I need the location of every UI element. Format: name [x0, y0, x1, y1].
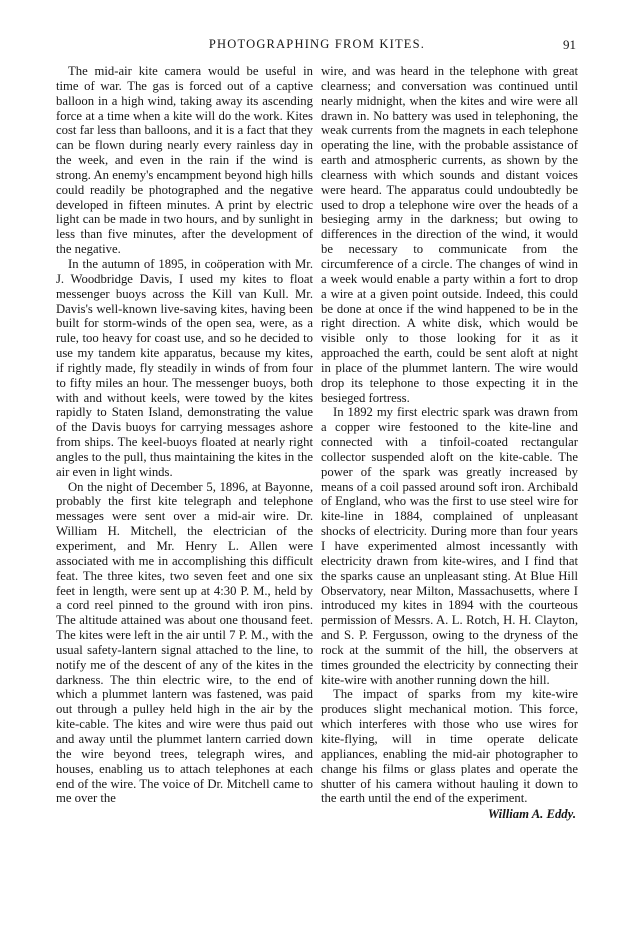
paragraph-spark-impact: The impact of sparks from my kite-wire produces slight mechanical motion. This force, which interferes with those who use wires for kite-flying, will in time operate delicate appliances, enabling the mid-air photographer to change his films or glass plates and operate the shutter of his camera without hauling it down to the earth until the end of the experiment. [321, 687, 578, 806]
paragraph-continuation: wire, and was heard in the telephone with great clearness; and conversation was continued until nearly midnight, when the kites and wire were all drawn in. No battery was used in telephoning, the weak currents from the magnets in each telephone operating the line, with the probable assistance of earth and atmospheric currents, as shown by the clearness with which sounds and distant voices were heard. The apparatus could undoubtedly be used to drop a telephone wire over the heads of a besieging army in the darkness; but owing to differences in the direction of the wind, it would be necessary to communicate from the circumference of a circle. The changes of wind in a week would enable a party within a fort to drop a wire at a given point outside. Indeed, this could be done at once if the wind happened to be in the right direction. A white disk, which would be visible only to those looking for it as it approached the earth, could be sent aloft at night in place of the plummet lantern. The wire would drop its telephone to those expecting it in the besieged fortress. [321, 64, 578, 405]
page-number: 91 [563, 37, 576, 52]
paragraph-electric-spark: In 1892 my first electric spark was drawn from a copper wire festooned to the kite-line and connected with a tinfoil-coated rectangular collector suspended aloft on the kite-cable. The power of the spark was greatly increased by means of a coil passed around soft iron. Archibald of England, who was the first to use steel wire for kite-line in 1884, complained of unpleasant shocks of electricity. During more than four years I have experimented almost incessantly with electricity drawn from kite-wires, and I find that the sparks cause an unpleasant sting. At Blue Hill Observatory, near Milton, Massachusetts, where I introduced my kites in 1894 with the courteous permission of Messrs. A. L. Rotch, H. H. Clayton, and S. P. Fergusson, owing to the dryness of the rock at the summit of the hill, the observers at times grounded the electricity by connecting their kite-wire with another running down the hill. [321, 405, 578, 687]
paragraph-kite-camera-war: The mid-air kite camera would be useful in time of war. The gas is forced out of a captive balloon in a high wind, taking away its ascending force at a time when a kite will do the work. Kites cost far less than balloons, and it is a fact that they can be flown during nearly every rainless day in the week, and even in the rain if the wind is strong. An enemy's encampment beyond high hills could readily be photographed and the negative developed in fifteen minutes. A print by electric light can be made in two hours, and by sunlight in less than five minutes, after the development of the negative. [56, 64, 313, 257]
left-column [56, 64, 313, 806]
page-header [56, 37, 578, 55]
paragraph-kite-telephone: On the night of December 5, 1896, at Bayonne, probably the first kite telegraph and telephone messages were sent over a mid-air wire. Dr. William H. Mitchell, the electrician of the experiment, and Mr. Henry L. Allen were associated with me in accomplishing this difficult feat. The three kites, two seven feet and one six feet in length, were sent up at 4:30 P. M., held by a cord reel pinned to the ground with iron pins. The altitude attained was about one thousand feet. The kites were left in the air until 7 P. M., with the usual safety-lantern signal attached to the line, to notify me of the descent of any of the kites in the darkness. The thin electric wire, to the end of which a plummet lantern was fastened, was paid out through a pulley held high in the air by the kite-cable. The kites and wire were thus paid out and away until the plummet lantern carried down the wire beyond trees, telegraph wires, and houses, enabling us to attach telephones at each end of the wire. The voice of Dr. Mitchell came to me over the [56, 479, 313, 806]
running-title: PHOTOGRAPHING FROM KITES. [208, 37, 426, 51]
right-column [321, 64, 578, 822]
author-signature: William A. Eddy. [487, 807, 576, 822]
paragraph-messenger-buoys: In the autumn of 1895, in coöperation with Mr. J. Woodbridge Davis, I used my kites to float messenger buoys across the Kill van Kull. Mr. Davis's well-known live-saving kites, having been built for storm-winds of the open sea, were, as a rule, too heavy for coast use, and so he decided to use my tandem kite apparatus, because my kites, if rightly made, fly steadily in winds of from four to fifty miles an hour. The messenger buoys, both with and without keels, were towed by the kites rapidly to Staten Island, demonstrating the value of the Davis buoys for carrying messages ashore from ships. The keel-buoys floated at nearly right angles to the pull, thus maintaining the kites in the air even in light winds. [56, 256, 313, 479]
